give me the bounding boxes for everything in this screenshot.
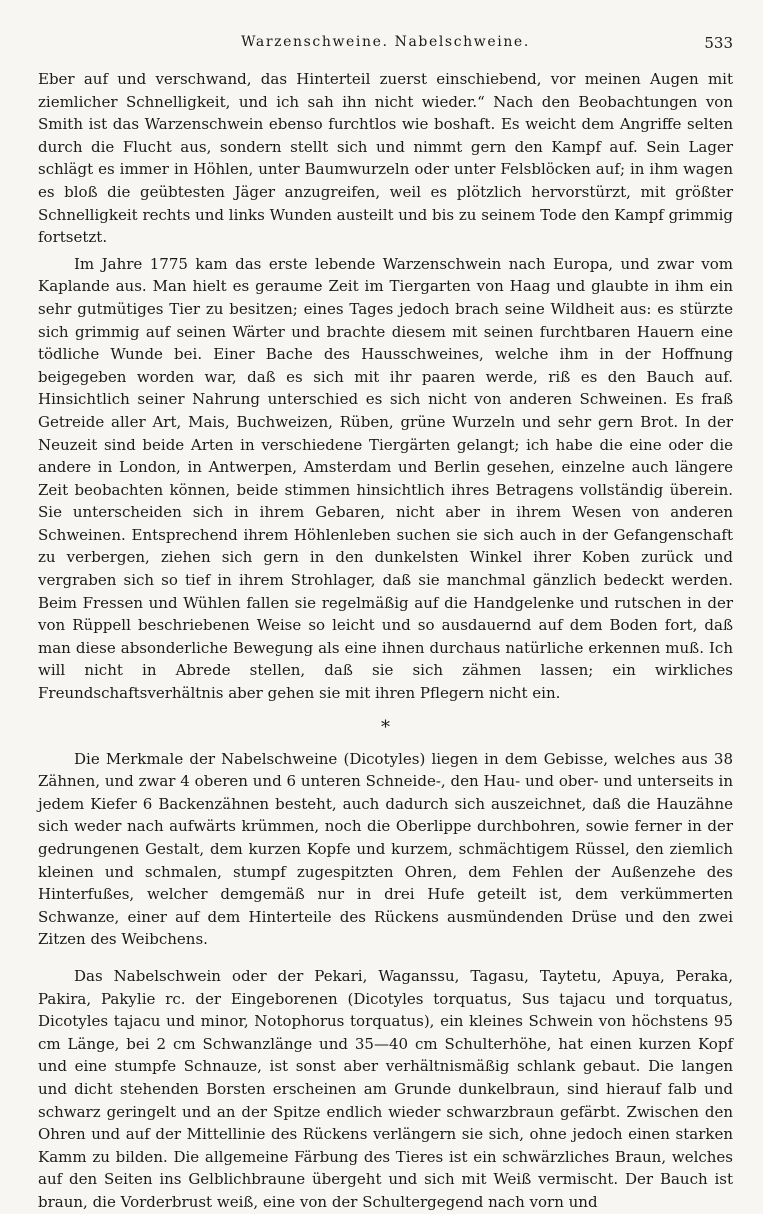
page-number: 533 [704,34,733,52]
paragraph-smith: Eber auf und verschwand, das Hinterteil zuerst einschiebend, vor meinen Augen mit ziemlicher Schnelligkeit, und ich sah ihn nicht wieder.“ Nach den Beobachtungen von Smith ist das Warzenschwein ebenso furchtlos wie boshaft. Es weicht dem Angriffe selten durch die Flucht aus, sondern stellt sich und nimmt gern den Kampf auf. Sein Lager schlägt es immer in Höhlen, unter Baumwurzeln oder unter Felsblöcken auf; in ihm wagen es bloß die geübtesten Jäger anzugreifen, weil es plötzlich hervorstürzt, mit größter Schnelligkeit rechts und links Wunden austeilt und bis zu seinem Tode den Kampf grimmig fortsetzt. [38,70,733,247]
paragraph-pekari: Das Nabelschwein oder der Pekari, Waganssu, Tagasu, Taytetu, Apuya, Peraka, Pakira, Pakylie rc. der Eingeborenen (Dicotyles torquatus, Sus tajacu und torquatus, Dicotyles tajacu und minor, Notophorus torquatus), ein kleines Schwein von höchstens 95 cm Länge, bei 2 cm Schwanzlänge und 35—40 cm Schulterhöhe, hat einen kurzen Kopf und eine stumpfe Schnauze, ist sonst aber verhältnismäßig schlank gebaut. Die langen und dicht stehenden Borsten erscheinen am Grunde dunkelbraun, sind hierauf falb und schwarz geringelt und an der Spitze endlich wieder schwarzbraun gefärbt. Zwischen den Ohren und auf der Mittellinie des Rückens verlängern sie sich, ohne jedoch einen starken Kamm zu bilden. Die allgemeine Färbung des Tieres ist ein schwärzliches Braun, welches auf den Seiten ins Gelblichbraune übergeht und sich mit Weiß vermischt. Der Bauch ist braun, die Vorderbrust weiß, eine von der Schultergegend nach vorn und [38,966,733,1211]
page-header [38,34,733,56]
section-separator: * [381,716,390,738]
paragraph-captivity: Im Jahre 1775 kam das erste lebende Warzenschwein nach Europa, und zwar vom Kaplande aus. Man hielt es geraume Zeit im Tiergarten von Haag und glaubte in ihm ein sehr gutmütiges Tier zu besitzen; eines Tages jedoch brach seine Wildheit aus: es stürzte sich grimmig auf seinen Wärter und brachte diesem mit seinen furchtbaren Hauern eine tödliche Wunde bei. Einer Bache des Hausschweines, welche ihm in der Hoffnung beigegeben worden war, daß es sich mit ihr paaren werde, riß es den Bauch auf. Hinsichtlich seiner Nahrung unterschied es sich nicht von anderen Schweinen. Es fraß Getreide aller Art, Mais, Buchweizen, Rüben, grüne Wurzeln und sehr gern Brot. In der Neuzeit sind beide Arten in verschiedene Tiergärten gelangt; ich habe die eine oder die andere in London, in Antwerpen, Amsterdam und Berlin gesehen, einzelne auch längere Zeit beobachten können, beide stimmen hinsichtlich ihres Betragens vollständig überein. Sie unterscheiden sich in ihrem Gebaren, nicht aber in ihrem Wesen von anderen Schweinen. Entsprechend ihrem Höhlenleben suchen sie sich auch in der Gefangenschaft zu verbergen, ziehen sich gern in den dunkelsten Winkel ihrer Koben zurück und vergraben sich so tief in ihrem Strohlager, daß sie manchmal gänzlich bedeckt werden. Beim Fressen und Wühlen fallen sie regelmäßig auf die Handgelenke und rutschen in der von Rüppell beschriebenen Weise so leicht und so ausdauernd auf dem Boden fort, daß man diese absonderliche Bewegung als eine ihnen durchaus natürliche erkennen muß. Ich will nicht in Abrede stellen, daß sie sich zähmen lassen; ein wirkliches Freundschaftsverhältnis aber gehen sie mit ihren Pflegern nicht ein. [38,254,733,703]
page-body [38,68,733,1214]
paragraph-dicotyles-features: Die Merkmale der Nabelschweine (Dicotyles) liegen in dem Gebisse, welches aus 38 Zähnen, und zwar 4 oberen und 6 unteren Schneide-, den Hau- und ober- und unterseits in jedem Kiefer 6 Backenzähnen besteht, auch dadurch sich auszeichnet, daß die Hauzähne sich weder nach aufwärts krümmen, noch die Oberlippe durchbohren, sowie ferner in der gedrungenen Gestalt, dem kurzen Kopfe und kurzem, schmächtigem Rüssel, den ziemlich kleinen und schmalen, stumpf zugespitzten Ohren, dem Fehlen der Außenzehe des Hinterfußes, welcher demgemäß nur in drei Hufe geteilt ist, dem verkümmerten Schwanze, einer auf dem Hinterteile des Rückens ausmündenden Drüse und den zwei Zitzen des Weibchens. [38,749,733,949]
running-title: Warzenschweine. Nabelschweine. [241,34,530,50]
